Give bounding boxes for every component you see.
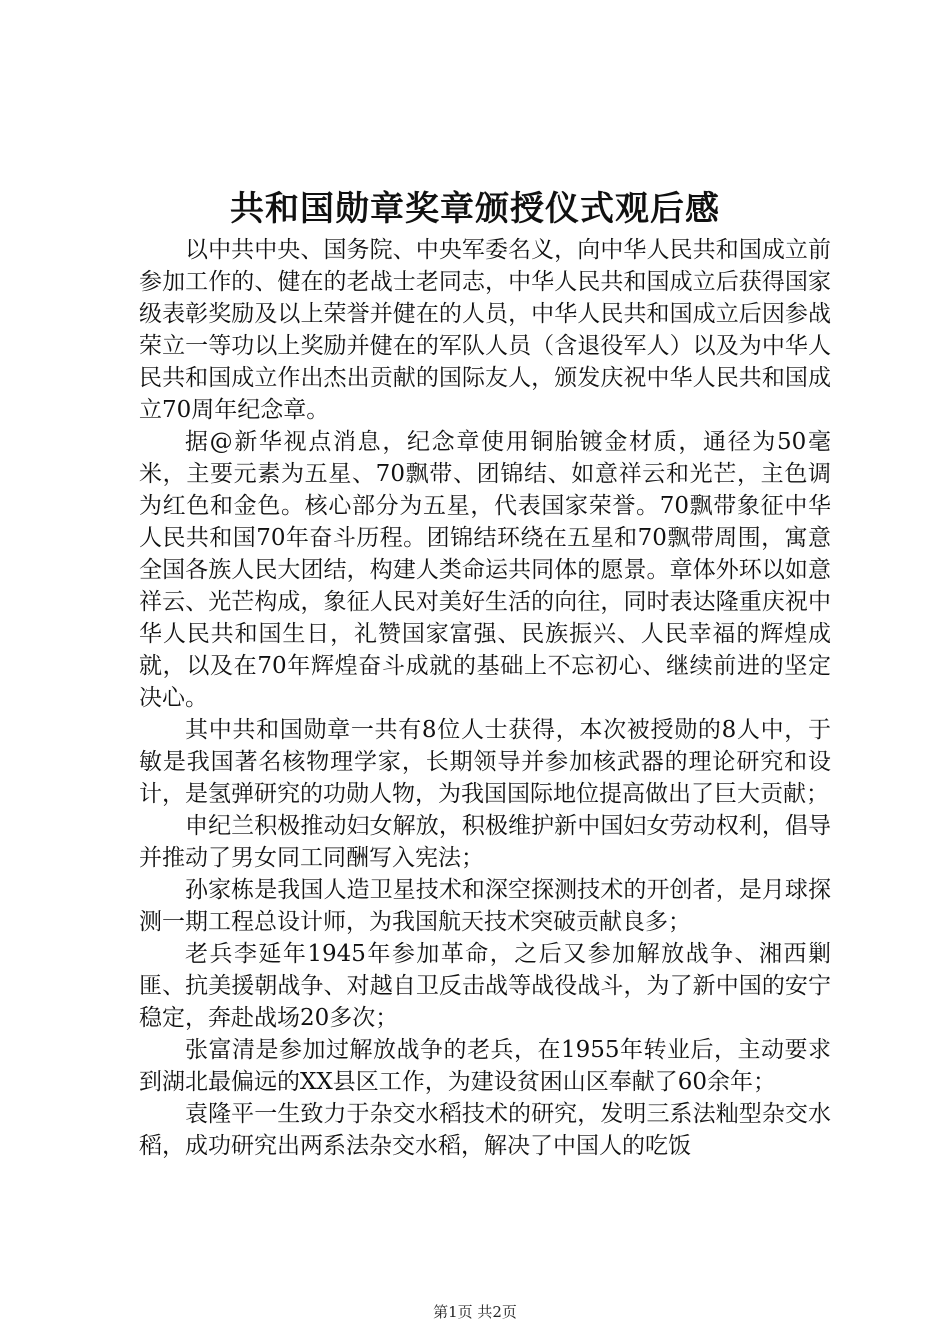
paragraph-7: 张富清是参加过解放战争的老兵，在1955年转业后，主动要求到湖北最偏远的XX县区工作，为建设贫困山区奉献了60余年； <box>139 1037 831 1095</box>
paragraph-5: 孙家栋是我国人造卫星技术和深空探测技术的开创者，是月球探测一期工程总设计师，为我国航天技术突破贡献良多； <box>139 877 831 935</box>
document-body <box>139 234 831 1162</box>
paragraph-6: 老兵李延年1945年参加革命，之后又参加解放战争、湘西剿匪、抗美援朝战争、对越自卫反击战等战役战斗，为了新中国的安宁稳定，奔赴战场20多次； <box>139 941 831 1031</box>
document-title: 共和国勋章奖章颁授仪式观后感 <box>230 189 720 229</box>
page-number-footer: 第1页 共2页 <box>433 1303 517 1321</box>
paragraph-4: 申纪兰积极推动妇女解放，积极维护新中国妇女劳动权利，倡导并推动了男女同工同酬写入宪法； <box>139 813 831 871</box>
paragraph-2: 据@新华视点消息，纪念章使用铜胎镀金材质，通径为50毫米，主要元素为五星、70飘带、团锦结、如意祥云和光芒，主色调为红色和金色。核心部分为五星，代表国家荣誉。70飘带象征中华人民共和国70年奋斗历程。团锦结环绕在五星和70飘带周围，寓意全国各族人民大团结，构建人类命运共同体的愿景。章体外环以如意祥云、光芒构成，象征人民对美好生活的向往，同时表达隆重庆祝中华人民共和国生日，礼赞国家富强、民族振兴、人民幸福的辉煌成就，以及在70年辉煌奋斗成就的基础上不忘初心、继续前进的坚定决心。 <box>139 429 831 711</box>
paragraph-3: 其中共和国勋章一共有8位人士获得，本次被授勋的8人中，于敏是我国著名核物理学家，长期领导并参加核武器的理论研究和设计，是氢弹研究的功勋人物，为我国国际地位提高做出了巨大贡献； <box>139 717 831 807</box>
paragraph-1: 以中共中央、国务院、中央军委名义，向中华人民共和国成立前参加工作的、健在的老战士老同志，中华人民共和国成立后获得国家级表彰奖励及以上荣誉并健在的人员，中华人民共和国成立后因参战荣立一等功以上奖励并健在的军队人员（含退役军人）以及为中华人民共和国成立作出杰出贡献的国际友人，颁发庆祝中华人民共和国成立70周年纪念章。 <box>139 237 831 423</box>
paragraph-8: 袁隆平一生致力于杂交水稻技术的研究，发明三系法籼型杂交水稻，成功研究出两系法杂交水稻，解决了中国人的吃饭 <box>139 1101 831 1159</box>
